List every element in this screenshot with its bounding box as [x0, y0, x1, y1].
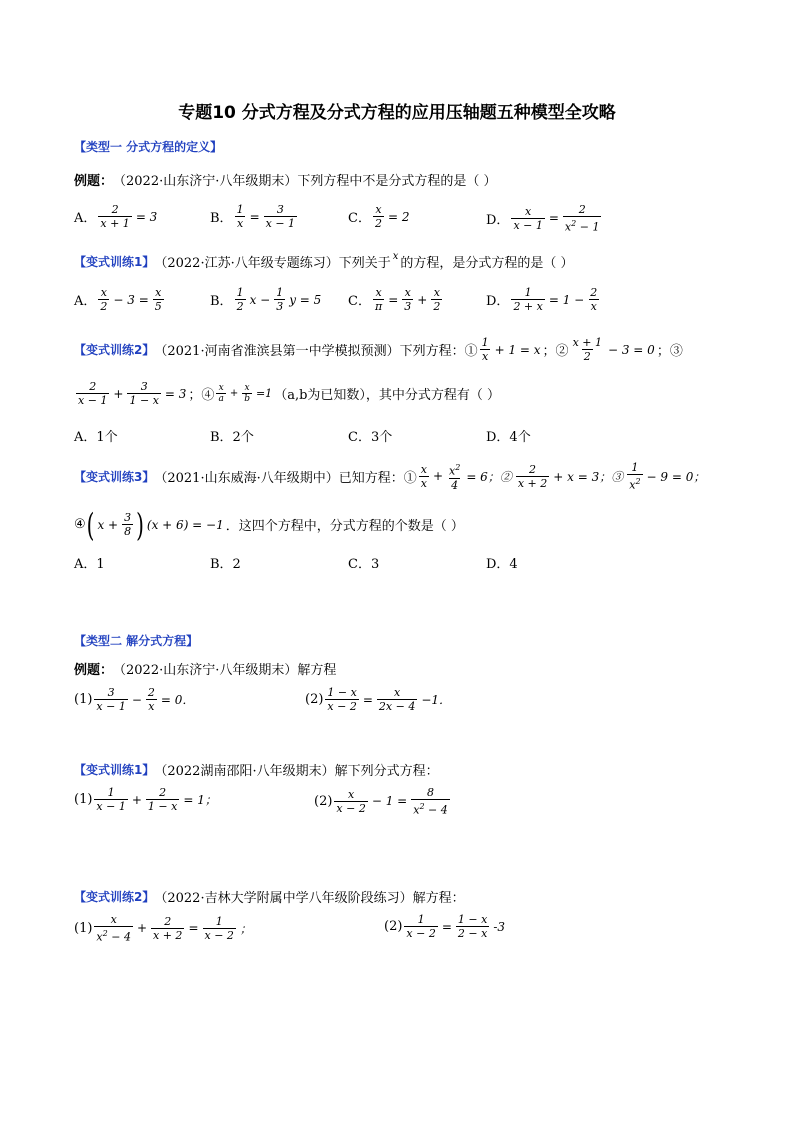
- section-2-header: 【类型二 解分式方程】: [74, 634, 199, 648]
- option-label: A．: [74, 294, 97, 309]
- option-b[interactable]: B．2个: [210, 430, 254, 445]
- option-d[interactable]: D． $\frac{x}{x - 1}$ = $\frac{2}{x^2 - 1}$: [486, 203, 600, 234]
- option-label: A．: [74, 211, 97, 226]
- problem-1: (1) $\frac{1}{x - 1}$ + $\frac{2}{1 - x}$ = 1；: [74, 786, 217, 813]
- option-a[interactable]: A．1个: [74, 430, 118, 445]
- variable-x: x: [392, 251, 399, 262]
- variant-label: 【变式训练2】: [74, 343, 155, 357]
- problem-2: (2) $\frac{x}{x - 2}$ − 1 = $\frac{8}{x^2 - 4}$: [314, 786, 448, 817]
- example-label: 例题：: [74, 663, 114, 678]
- problem-number: (1): [74, 920, 93, 936]
- problem-number: (2): [314, 793, 333, 809]
- example-label: 例题：: [74, 174, 114, 189]
- option-c[interactable]: C． $\frac{x}{2}$ = 2: [348, 203, 410, 230]
- section-1-header: 【类型一 分式方程的定义】: [74, 140, 223, 154]
- variant-label: 【变式训练1】: [74, 763, 155, 777]
- problem-2: (2) $\frac{1 - x}{x - 2}$ = $\frac{x}{2x - 4}$ −1．: [305, 686, 452, 713]
- question-text: ．这四个方程中，分式方程的个数是（ ）: [225, 519, 464, 534]
- example-text: （2022·山东济宁·八年级期末）下列方程中不是分式方程的是（ ）: [113, 174, 497, 189]
- option-b[interactable]: B．2: [210, 557, 241, 572]
- question-text: ；③: [656, 344, 683, 359]
- option-label: C．: [348, 294, 371, 309]
- question-text: ；②: [542, 344, 569, 359]
- option-d[interactable]: D．4个: [486, 430, 531, 445]
- option-c[interactable]: C． $\frac{x}{\pi}$ = $\frac{x}{3}$ + $\frac{x}{2}$: [348, 286, 441, 313]
- example-2-question: [74, 659, 336, 678]
- variant-5-question: [74, 887, 465, 906]
- option-label: D．: [486, 212, 510, 228]
- problem-number: (1): [74, 792, 93, 807]
- option-label: B．: [210, 211, 233, 226]
- question-text: （2022·山东济宁·八年级期末）解方程: [113, 663, 337, 678]
- option-label: C．: [348, 211, 371, 226]
- example-1-question: [74, 170, 497, 189]
- question-text: （2021·河南省淮滨县第一中学模拟预测）下列方程：①: [154, 344, 478, 359]
- variant-2-question: 【变式训练2】 （2021·河南省淮滨县第一中学模拟预测）下列方程：① $\frac{1}{x}$ + 1 = x ；② $\frac{x + 1}{2}$ − 3 = 0 ；③: [74, 336, 683, 363]
- problem-2: (2) $\frac{1}{x - 2}$ = $\frac{1 - x}{2 - x}$ -3: [384, 913, 506, 940]
- variant-3-question: 【变式训练3】 （2021·山东威海·八年级期中）已知方程：① $\frac{x}{x}$ + $\frac{x^2}{4}$ = 6；② $\frac{2}{x + 2}$ + x = 3；③ $\frac{1}{x^2}$ − 9 = 0；: [74, 461, 706, 492]
- variant-label: 【变式训练2】: [74, 890, 155, 904]
- option-d[interactable]: D．4: [486, 557, 518, 572]
- question-text: 的方程，是分式方程的是（ ）: [400, 256, 574, 271]
- option-b[interactable]: B． $\frac{1}{x}$ = $\frac{3}{x - 1}$: [210, 203, 296, 230]
- question-text: （2022湖南邵阳·八年级期末）解下列分式方程：: [154, 764, 439, 779]
- option-label: D．: [486, 294, 510, 309]
- variant-2-question-line-2: $\frac{2}{x - 1}$ + $\frac{3}{1 - x}$ = 3 ；④ $\frac{x}{a}$ + $\frac{x}{b}$ =1 （a,b为已知数），其中分式方程有（ ）: [78, 380, 501, 407]
- problem-1: (1) $\frac{3}{x - 1}$ − $\frac{2}{x}$ = 0．: [74, 686, 195, 713]
- question-text: ④: [74, 517, 86, 532]
- option-a[interactable]: A． $\frac{x}{2}$ − 3 = $\frac{x}{5}$: [74, 286, 162, 313]
- variant-1-question: [74, 252, 574, 271]
- variant-label: 【变式训练1】: [74, 255, 155, 269]
- question-text: ；④: [188, 388, 215, 403]
- question-text: （2021·山东威海·八年级期中）已知方程：①: [154, 470, 417, 486]
- problem-1: (1) $\frac{x}{x^2 - 4}$ + $\frac{2}{x + 2}$ = $\frac{1}{x - 2}$ ；: [74, 913, 252, 944]
- option-a[interactable]: A． $\frac{2}{x + 1}$ = 3: [74, 203, 158, 230]
- question-text: （a,b为已知数），其中分式方程有（ ）: [274, 388, 501, 403]
- question-text: （2022·吉林大学附属中学八年级阶段练习）解方程：: [154, 891, 465, 906]
- page-title: 专题10 分式方程及分式方程的应用压轴题五种模型全攻略: [178, 103, 616, 123]
- option-label: B．: [210, 294, 233, 309]
- option-c[interactable]: C．3个: [348, 430, 393, 445]
- problem-number: (2): [384, 919, 403, 934]
- problem-number: (2): [305, 692, 324, 707]
- option-b[interactable]: B． $\frac{1}{2}$ x − $\frac{1}{3}$ y = 5: [210, 286, 322, 313]
- option-d[interactable]: D． $\frac{1}{2 + x}$ = 1 − $\frac{2}{x}$: [486, 286, 598, 313]
- option-c[interactable]: C．3: [348, 557, 380, 572]
- variant-4-question: [74, 760, 439, 779]
- question-text: （2022·江苏·八年级专题练习）下列关于: [154, 256, 391, 271]
- problem-number: (1): [74, 692, 93, 707]
- variant-label: 【变式训练3】: [74, 469, 155, 484]
- variant-3-question-line-2: ④ ( x + $\frac{3}{8}$ ) (x + 6) = −1 ．这四个方程中，分式方程的个数是（ ）: [74, 505, 464, 544]
- option-a[interactable]: A．1: [74, 557, 105, 572]
